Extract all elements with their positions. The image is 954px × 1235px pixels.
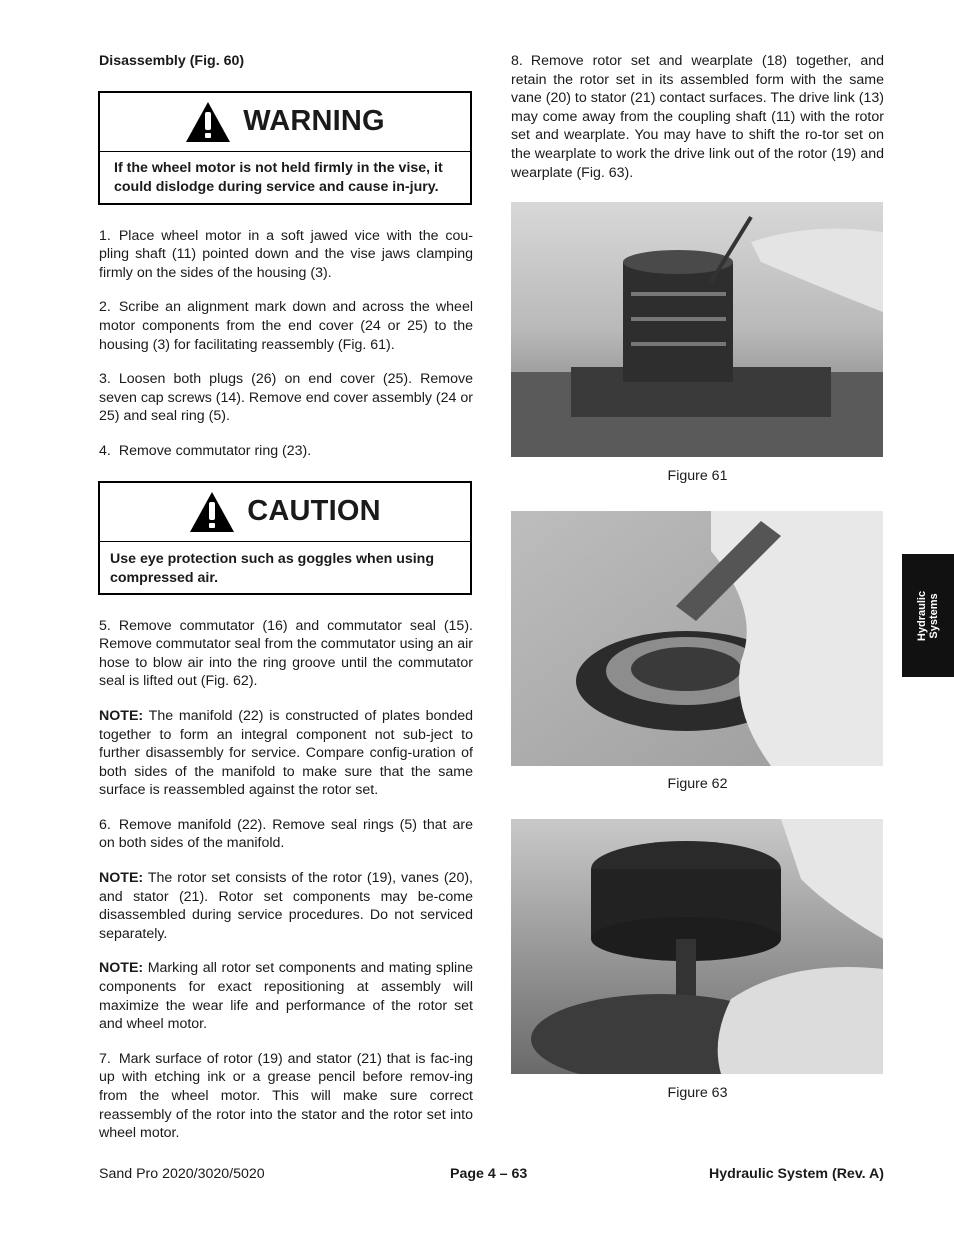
- figure-62-block: [511, 511, 884, 802]
- figure-61-caption: Figure 61: [667, 467, 728, 484]
- section-tab: [902, 554, 954, 677]
- step-2: 2. Scribe an alignment mark down and across the wheel motor components from the end cover (24 or 25) to the housing (3) for facilitating reassembly (Fig. 61).: [99, 299, 473, 353]
- step-6: 6. Remove manifold (22). Remove seal rings (5) that are on both sides of the manifold.: [99, 816, 473, 852]
- caution-text: Use eye protection such as goggles when using compressed air.: [110, 550, 435, 586]
- step-4: 4. Remove commutator ring (23).: [99, 442, 312, 459]
- caution-box: [98, 481, 472, 595]
- figure-63-caption: Figure 63: [667, 1084, 728, 1101]
- note-manifold: NOTE: The manifold (22) is constructed of plates bonded together to form an integral component not sub-ject to further disassembly for service. Compare config-uration of both sides of the manifold to make sure that the same surface is reassembled against the rotor set.: [99, 707, 474, 799]
- note-rotor-set: NOTE: The rotor set consists of the rotor (19), vanes (20), and stator (21). Rotor set components may be-come disassembled during service procedures. Do not serviced separately.: [99, 870, 473, 942]
- caution-header: [100, 483, 470, 542]
- figure-63-photo: [511, 819, 883, 1074]
- step-5: 5. Remove commutator (16) and commutator seal (15). Remove commutator seal from the commutator using an air hose to blow air into the ring groove until the commutator seal is lifted out (Fig. 62).: [99, 617, 473, 690]
- figure-61-photo: [511, 202, 883, 457]
- step-3: 3. Loosen both plugs (26) on end cover (25). Remove seven cap screws (14). Remove end cover assembly (24 or 25) and seal ring (5).: [99, 371, 473, 425]
- right-column: [511, 52, 884, 1128]
- caution-title: CAUTION: [247, 495, 381, 528]
- warning-header: [100, 93, 470, 152]
- step-1: 1. Place wheel motor in a soft jawed vice with the cou-pling shaft (11) pointed down and the vise jaws clamping firmly on the sides of the housing (3).: [99, 227, 473, 281]
- footer-page-number: Page 4 – 63: [450, 1166, 528, 1182]
- warning-title: WARNING: [243, 105, 385, 138]
- section-heading: Disassembly (Fig. 60): [99, 53, 245, 69]
- section-tab-label: Hydraulic Systems: [915, 590, 940, 641]
- step-7: 7. Mark surface of rotor (19) and stator (21) that is fac-ing up with etching ink or a grease pencil before remov-ing from the wheel motor. This will make sure correct reassembly of the rotor into the stator and the rotor set into wheel motor.: [99, 1050, 473, 1142]
- left-column: [99, 52, 473, 1159]
- figure-61-block: [511, 202, 884, 493]
- step-8: 8. Remove rotor set and wearplate (18) together, and retain the rotor set in its assembled form with the same vane (20) to stator (21) contact surfaces. The drive link (13) may come away from the coupling shaft (11) with the rotor set and wearplate. You may have to shift the ro-tor set on the wearplate to work the drive link out of the rotor (19) and wearplate (Fig. 63).: [511, 53, 884, 181]
- warning-text: If the wheel motor is not held firmly in the vise, it could dislodge during service and cause in-jury.: [114, 159, 443, 195]
- figure-62-caption: Figure 62: [667, 776, 728, 793]
- note-marking: NOTE: Marking all rotor set components and mating spline components for exact repositioning at assembly will maximize the wear life and performance of the rotor set and wheel motor.: [99, 960, 473, 1033]
- figure-62-photo: [511, 511, 883, 766]
- warning-box: [98, 91, 472, 205]
- figure-63-block: [511, 819, 884, 1110]
- warning-triangle-icon: [185, 101, 231, 143]
- footer-section: Hydraulic System (Rev. A): [708, 1166, 884, 1182]
- caution-triangle-icon: [189, 491, 235, 533]
- footer-product: Sand Pro 2020/3020/5020: [99, 1166, 265, 1182]
